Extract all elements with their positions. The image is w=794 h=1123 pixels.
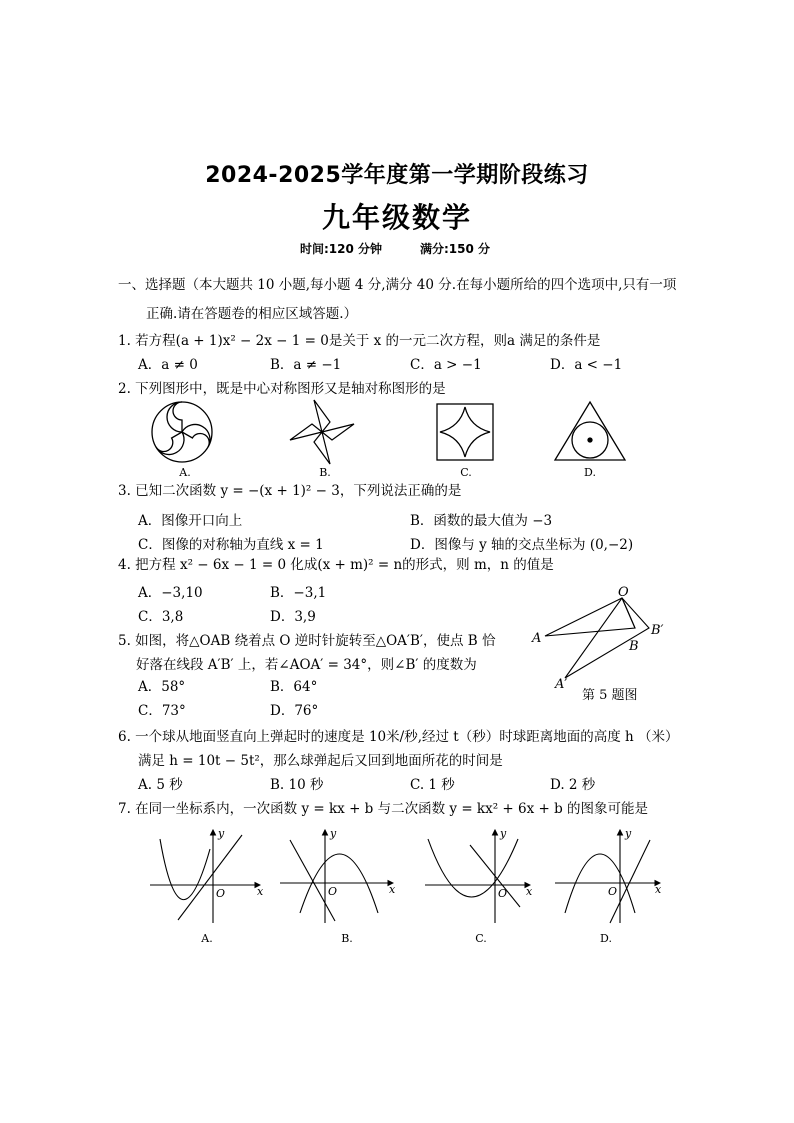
q7-label-b: B.: [341, 932, 353, 945]
q6-option-d: D. 2 秒: [550, 777, 596, 793]
svg-text:x: x: [389, 883, 396, 896]
svg-text:x: x: [655, 883, 662, 896]
svg-text:O: O: [216, 887, 226, 900]
exam-subject: 九年级数学: [321, 201, 472, 234]
svg-text:y: y: [330, 827, 337, 840]
q7-graph-b: [280, 830, 393, 923]
svg-text:O: O: [498, 887, 508, 900]
section-heading-2: 正确.请在答题卷的相应区域答题.）: [146, 306, 358, 322]
q5-option-b: B．64°: [270, 679, 318, 695]
svg-text:O: O: [328, 885, 338, 898]
q3-option-d: D．图像与 y 轴的交点坐标为 (0,−2): [410, 537, 634, 553]
q5-point-a-prime: A′: [555, 677, 568, 692]
q2-stem: 2. 下列图形中，既是中心对称图形又是轴对称图形的是: [118, 381, 446, 397]
q5-point-a: A: [532, 631, 542, 646]
q2-figure-c: [437, 404, 493, 460]
exam-title: 2024-2025学年度第一学期阶段练习: [205, 163, 589, 188]
q2-figure-d: [555, 402, 625, 460]
q5-figure: [525, 582, 675, 692]
q4-option-d: D．3,9: [270, 609, 316, 625]
q4-stem: 4. 把方程 x² − 6x − 1 = 0 化成(x + m)² = n的形式，则 m，n 的值是: [118, 557, 554, 573]
q7-graph-c: [425, 830, 530, 923]
q4-option-a: A．−3,10: [138, 585, 203, 601]
q6-stem-2: 满足 h = 10t − 5t²，那么球弹起后又回到地面所花的时间是: [138, 753, 503, 769]
q4-option-b: B．−3,1: [270, 585, 327, 601]
q6-option-a: A. 5 秒: [138, 777, 183, 793]
q1-option-a: A．a ≠ 0: [138, 357, 198, 373]
exam-score: 满分:150 分: [420, 242, 491, 256]
q7-label-a: A.: [201, 932, 213, 945]
q5-stem-2: 好落在线段 A′B′ 上，若∠AOA′ = 34°，则∠B′ 的度数为: [136, 657, 477, 673]
q7-graph-a: [150, 830, 260, 923]
svg-text:y: y: [500, 827, 507, 840]
q2-figure-b: [290, 400, 354, 464]
q2-figures: [130, 398, 650, 468]
q2-label-d: D.: [584, 466, 596, 479]
section-heading: 一、选择题（本大题共 10 小题,每小题 4 分,满分 40 分.在每小题所给的四个选项中,只有一项: [118, 277, 677, 293]
q3-option-b: B．函数的最大值为 −3: [410, 513, 553, 529]
q7-label-d: D.: [600, 932, 612, 945]
q1-option-c: C．a > −1: [410, 357, 482, 373]
svg-text:O: O: [608, 885, 618, 898]
q5-stem: 5. 如图，将△OAB 绕着点 O 逆时针旋转至△OA′B′，使点 B 恰: [118, 633, 496, 649]
q6-stem: 6. 一个球从地面竖直向上弹起时的速度是 10米/秒,经过 t（秒）时球距离地面的高度 h （米）: [118, 729, 679, 745]
q5-figure-caption: 第 5 题图: [582, 688, 638, 703]
q3-stem: 3. 已知二次函数 y = −(x + 1)² − 3，下列说法正确的是: [118, 483, 462, 499]
q5-option-c: C．73°: [138, 703, 186, 719]
svg-text:x: x: [257, 885, 264, 898]
exam-time: 时间:120 分钟: [300, 242, 383, 256]
q5-point-o: O: [618, 585, 629, 600]
q1-option-b: B．a ≠ −1: [270, 357, 342, 373]
q2-figure-a: [152, 402, 212, 462]
q7-graph-d: [555, 830, 660, 923]
q7-stem: 7. 在同一坐标系内，一次函数 y = kx + b 与二次函数 y = kx² + 6x + b 的图象可能是: [118, 801, 649, 817]
q4-option-c: C．3,8: [138, 609, 184, 625]
q2-label-b: B.: [319, 466, 331, 479]
svg-text:y: y: [625, 827, 632, 840]
q5-point-b: B: [629, 639, 639, 654]
q2-label-c: C.: [460, 466, 472, 479]
q7-graphs: [140, 825, 670, 930]
q5-option-a: A．58°: [138, 679, 186, 695]
svg-text:y: y: [218, 827, 225, 840]
q2-label-a: A.: [179, 466, 191, 479]
q6-option-c: C. 1 秒: [410, 777, 455, 793]
q3-option-a: A．图像开口向上: [138, 513, 243, 529]
q1-option-d: D．a < −1: [550, 357, 623, 373]
q5-point-b-prime: B′: [651, 623, 664, 638]
svg-text:x: x: [526, 885, 533, 898]
q3-option-c: C．图像的对称轴为直线 x = 1: [138, 537, 324, 553]
q1-stem: 1. 若方程(a + 1)x² − 2x − 1 = 0是关于 x 的一元二次方程，则a 满足的条件是: [118, 333, 601, 349]
q6-option-b: B. 10 秒: [270, 777, 324, 793]
q7-label-c: C.: [475, 932, 487, 945]
q5-option-d: D．76°: [270, 703, 319, 719]
